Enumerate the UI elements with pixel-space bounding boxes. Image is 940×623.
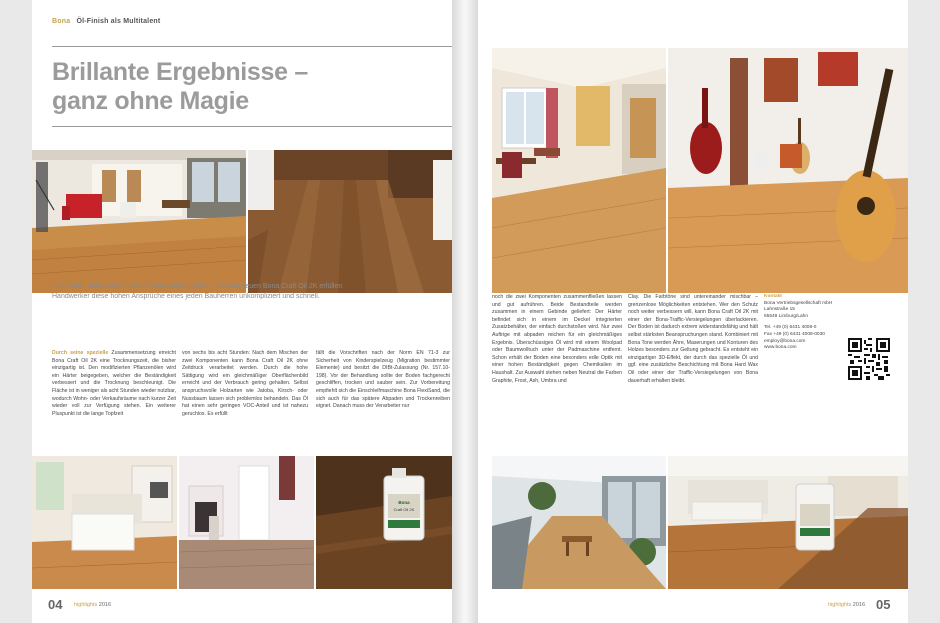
- left-page: [32, 0, 452, 623]
- contact-city: 65549 Limburg/Lahn: [764, 313, 809, 319]
- text-column-1: [52, 350, 176, 418]
- contact-website[interactable]: www.bona.com: [764, 345, 797, 351]
- page-headline: [52, 58, 452, 116]
- photo-atrium-walkway: [492, 456, 666, 589]
- contact-email[interactable]: employ@bona.com: [764, 338, 806, 344]
- caption-line-1: Edle Optik, individuelles Design und Langlebigkeit – mit dem neuen Bona Craft Oil 2K erfüllen: [52, 283, 343, 290]
- text-column-2: von sechs bis acht Stunden: Nach dem Mischen der zwei Komponenten kann Bona Craft Oil 2K ohne Zeitdruck verarbeitet werden. Durch die hohe Sättigung wird ein gleichmäßiger Oberflächenbild erreicht und der Verbrauch gering gehalten. Selbst anspruchsvolle Holzarten wie Jatoba, Kirsch- oder Nussbaum lassen sich problemlos behandeln. Das Öl hat einen sehr geringen VOC-Anteil und ist nahezu geruchlos. Es erfüllt: [182, 350, 308, 417]
- page-number-right: 05: [876, 597, 891, 612]
- right-page: [478, 0, 908, 623]
- photo-living-room-product: [668, 456, 908, 589]
- paragraph-lead: Durch seine spezielle: [52, 350, 109, 356]
- photo-oak-floor: [248, 150, 452, 293]
- section-header: [52, 18, 160, 25]
- text-column-3: fällt die Vorschriften nach der Norm EN 71-3 zur Sicherheit von Kinderspielzeug (Migration bestimmter Elemente) und besitzt die DIBt-Zulassung (Nr. 157.10-198). Vor der Behandlung sollte der Boden fachgerecht geschliffen, trocken und sauber sein. Zur Vorbereitung empfiehlt sich die Einschleifmaschine Bona FlexiSand, die sich auch für das spätere Abpaden und Trockenreiben eignet. Danach muss der Verarbeiter nur: [316, 350, 450, 410]
- image-caption: [52, 282, 452, 301]
- header-section: Öl-Finish als Multitalent: [76, 18, 161, 25]
- text-column-5: Clay. Die Farbtöne sind untereinander mischbar – grenzenlose Möglichkeiten entstehen. Wer den Schutz noch weiter verbessern will, kann Bona Craft Oil 2K mit einer der Bona-Traffic-Versiegelungen überlackieren. Der Boden ist dadurch extrem widerstandsfähig und hält selbst stärksten Beanspruchungen stand. Kombiniert mit Bona Tone werden Ähre, Maserungen und Konturen des Holzes besonders zur Geltung gebracht. Es entsteht ein einzigartiger 3D-Effekt, der durch das spezielle Öl und ggf. eine zusätzliche Beschichtung mit Bona Hard Wax Oil oder einer der Traffic-Versiegelungen von Bona dauerhaft erhalten bleibt.: [628, 294, 758, 384]
- footer-year-right: 2016: [852, 602, 866, 608]
- contact-phone: Tel. +49 (0) 6431 4008-0: [764, 325, 817, 331]
- headline-rule: [52, 126, 452, 127]
- contact-company: Bona Vertriebsgesellschaft mbH: [764, 300, 833, 306]
- footer-magazine-right: [828, 602, 865, 608]
- photo-fireplace-room: [179, 456, 314, 589]
- footer-magazine-left: [74, 602, 111, 608]
- photo-kitchen: [32, 456, 177, 589]
- footer-mag-name-left: highlights: [74, 602, 98, 608]
- column-1-text: Zusammensetzung erreicht Bona Craft Oil 2K eine Trocknungszeit, die bisher einzigartig ist. Den modifizierten Pflanzenölen wird ein Härter beigegeben, welcher die Beständigkeit verbessert und die Trocknung beschleunigt. Die Fläche ist in weniger als acht Stunden wieder nutzbar, wodurch Wohn- oder Verkaufsräume nach kurzer Zeit wieder voll zur Verfügung stehen. Ein weiterer Pluspunkt ist die lange Topfzeit: [52, 350, 176, 417]
- header-brand: Bona: [52, 18, 71, 25]
- photo-loft-interior: [32, 150, 246, 293]
- page-number-left: 04: [48, 597, 63, 612]
- headline-line-2: ganz ohne Magie: [52, 87, 249, 115]
- bottle-brand-label: Bona: [398, 500, 410, 505]
- contact-box: [764, 294, 844, 352]
- footer-year-left: 2016: [98, 602, 112, 608]
- contact-title: Kontakt: [764, 294, 782, 299]
- contact-street: Lahnstraße 15: [764, 307, 795, 313]
- header-rule: [52, 46, 452, 47]
- text-column-4: noch die zwei Komponenten zusammenfließen lassen und gut aufrühren. Beide Bestandteile werden zusammen in einem Gebinde geliefert: Der Härter befindet sich in einem im Deckel integrierten Zusatzbehälter, der einfach durchstoßen wird. Nur zwei Auftrige mit abpaden reichen für ein gleichmäßiges Ergebnis. Überschüssiges Öl wird mit einem Woolpad oder Baumwolltuch unter der Padmaschine entfernt. Schon erhält der Boden eine besonders edle Optik mit einer hohen Beständigkeit gegen Chemikalien im Haushalt. Zur Auswahl stehen neben Neutral die Farben Graphite, Frost, Ash, Umbra und: [492, 294, 622, 384]
- photo-dining-room: [492, 48, 666, 293]
- qr-code[interactable]: [848, 338, 890, 380]
- photo-guitar-room: [668, 48, 908, 293]
- photo-product-bottle: [316, 456, 452, 589]
- headline-line-1: Brillante Ergebnisse –: [52, 58, 308, 86]
- contact-fax: Fax +49 (0) 6431 4008-0030: [764, 331, 825, 337]
- caption-line-2: Handwerker diese hohen Ansprüche eines jeden Bauherren unkompliziert und schnell.: [52, 292, 320, 300]
- magazine-spine: [452, 0, 478, 623]
- bottle-name-label: Craft Oil 2K: [393, 507, 415, 512]
- footer-mag-name-right: highlights: [828, 602, 852, 608]
